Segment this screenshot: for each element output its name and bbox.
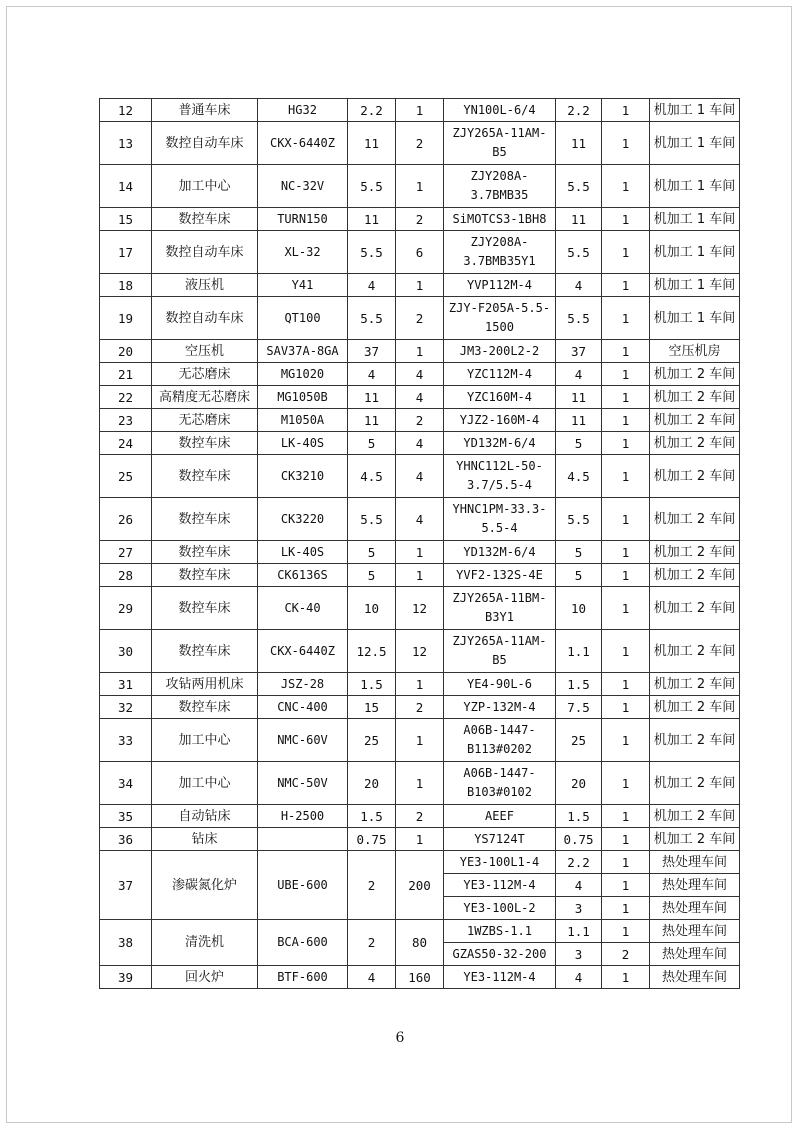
row-number: 22 <box>100 386 152 409</box>
equipment-quantity: 2 <box>396 696 444 719</box>
equipment-name: 清洗机 <box>152 920 258 966</box>
equipment-power: 2 <box>348 851 396 920</box>
motor-quantity: 1 <box>602 630 650 673</box>
equipment-power: 0.75 <box>348 828 396 851</box>
table-row <box>100 587 740 630</box>
page-number: 6 <box>395 1030 405 1046</box>
motor-power: 2.2 <box>556 851 602 874</box>
motor-power: 1.1 <box>556 630 602 673</box>
equipment-name: 攻钻两用机床 <box>152 673 258 696</box>
motor-power: 1.5 <box>556 805 602 828</box>
motor-power: 2.2 <box>556 99 602 122</box>
equipment-quantity: 1 <box>396 564 444 587</box>
motor-model: YE3-100L-2 <box>444 897 556 920</box>
equipment-model: Y41 <box>258 274 348 297</box>
table-row <box>100 297 740 340</box>
motor-model: YE4-90L-6 <box>444 673 556 696</box>
motor-model: YVP112M-4 <box>444 274 556 297</box>
motor-model: 1WZBS-1.1 <box>444 920 556 943</box>
motor-quantity: 1 <box>602 966 650 989</box>
equipment-power: 10 <box>348 587 396 630</box>
motor-power: 4 <box>556 966 602 989</box>
equipment-power: 5.5 <box>348 297 396 340</box>
equipment-quantity: 1 <box>396 828 444 851</box>
equipment-model: SAV37A-8GA <box>258 340 348 363</box>
location: 机加工 2 车间 <box>650 673 740 696</box>
location: 机加工 2 车间 <box>650 409 740 432</box>
equipment-quantity: 160 <box>396 966 444 989</box>
equipment-power: 11 <box>348 122 396 165</box>
motor-quantity: 1 <box>602 805 650 828</box>
equipment-name: 数控车床 <box>152 432 258 455</box>
equipment-quantity: 4 <box>396 498 444 541</box>
equipment-name: 普通车床 <box>152 99 258 122</box>
equipment-power: 37 <box>348 340 396 363</box>
motor-power: 10 <box>556 587 602 630</box>
location: 机加工 1 车间 <box>650 122 740 165</box>
equipment-quantity: 200 <box>396 851 444 920</box>
equipment-model: NC-32V <box>258 165 348 208</box>
equipment-model: JSZ-28 <box>258 673 348 696</box>
location: 热处理车间 <box>650 897 740 920</box>
table-row <box>100 165 740 208</box>
table-row <box>100 673 740 696</box>
equipment-model: NMC-50V <box>258 762 348 805</box>
row-number: 32 <box>100 696 152 719</box>
row-number: 17 <box>100 231 152 274</box>
table-row <box>100 363 740 386</box>
row-number: 30 <box>100 630 152 673</box>
equipment-quantity: 2 <box>396 122 444 165</box>
table-row <box>100 498 740 541</box>
location: 机加工 2 车间 <box>650 630 740 673</box>
table-row <box>100 455 740 498</box>
row-number: 25 <box>100 455 152 498</box>
motor-model: SiMOTCS3-1BH8 <box>444 208 556 231</box>
motor-quantity: 1 <box>602 696 650 719</box>
motor-quantity: 1 <box>602 122 650 165</box>
table-row <box>100 966 740 989</box>
equipment-model: CK6136S <box>258 564 348 587</box>
motor-power: 5.5 <box>556 297 602 340</box>
equipment-model: BCA-600 <box>258 920 348 966</box>
row-number: 38 <box>100 920 152 966</box>
equipment-model: MG1050B <box>258 386 348 409</box>
equipment-power: 4 <box>348 363 396 386</box>
equipment-model: H-2500 <box>258 805 348 828</box>
equipment-model: LK-40S <box>258 432 348 455</box>
motor-model: YN100L-6/4 <box>444 99 556 122</box>
motor-quantity: 1 <box>602 762 650 805</box>
row-number: 27 <box>100 541 152 564</box>
motor-quantity: 1 <box>602 897 650 920</box>
location: 机加工 2 车间 <box>650 719 740 762</box>
equipment-quantity: 1 <box>396 719 444 762</box>
motor-model: YVF2-132S-4E <box>444 564 556 587</box>
motor-power: 0.75 <box>556 828 602 851</box>
equipment-name: 数控车床 <box>152 208 258 231</box>
motor-quantity: 1 <box>602 340 650 363</box>
motor-model: YD132M-6/4 <box>444 541 556 564</box>
row-number: 28 <box>100 564 152 587</box>
motor-model: YZP-132M-4 <box>444 696 556 719</box>
equipment-name: 数控车床 <box>152 498 258 541</box>
motor-model: YZC160M-4 <box>444 386 556 409</box>
motor-quantity: 1 <box>602 409 650 432</box>
motor-quantity: 1 <box>602 455 650 498</box>
location: 机加工 2 车间 <box>650 805 740 828</box>
equipment-model: M1050A <box>258 409 348 432</box>
motor-model: GZAS50-32-200 <box>444 943 556 966</box>
equipment-power: 11 <box>348 409 396 432</box>
motor-model: YE3-112M-4 <box>444 874 556 897</box>
equipment-quantity: 4 <box>396 363 444 386</box>
equipment-power: 11 <box>348 386 396 409</box>
equipment-name: 渗碳氮化炉 <box>152 851 258 920</box>
motor-model: YHNC1PM-33.3-5.5-4 <box>444 498 556 541</box>
table-row <box>100 340 740 363</box>
equipment-name: 回火炉 <box>152 966 258 989</box>
equipment-quantity: 1 <box>396 673 444 696</box>
equipment-name: 数控车床 <box>152 630 258 673</box>
row-number: 31 <box>100 673 152 696</box>
row-number: 20 <box>100 340 152 363</box>
equipment-name: 高精度无芯磨床 <box>152 386 258 409</box>
row-number: 33 <box>100 719 152 762</box>
location: 机加工 2 车间 <box>650 762 740 805</box>
equipment-power: 5 <box>348 564 396 587</box>
motor-power: 4 <box>556 363 602 386</box>
motor-quantity: 1 <box>602 920 650 943</box>
row-number: 39 <box>100 966 152 989</box>
equipment-model: UBE-600 <box>258 851 348 920</box>
motor-model: YD132M-6/4 <box>444 432 556 455</box>
row-number: 15 <box>100 208 152 231</box>
table-row <box>100 208 740 231</box>
equipment-model: HG32 <box>258 99 348 122</box>
motor-model: ZJY265A-11AM-B5 <box>444 122 556 165</box>
equipment-model: CKX-6440Z <box>258 122 348 165</box>
equipment-model: CK3220 <box>258 498 348 541</box>
row-number: 21 <box>100 363 152 386</box>
row-number: 24 <box>100 432 152 455</box>
motor-power: 7.5 <box>556 696 602 719</box>
table-row <box>100 541 740 564</box>
location: 机加工 2 车间 <box>650 363 740 386</box>
equipment-name: 加工中心 <box>152 762 258 805</box>
motor-power: 4 <box>556 874 602 897</box>
equipment-name: 自动钻床 <box>152 805 258 828</box>
motor-quantity: 1 <box>602 165 650 208</box>
motor-power: 3 <box>556 943 602 966</box>
table-row <box>100 920 740 943</box>
motor-model: YZC112M-4 <box>444 363 556 386</box>
equipment-power: 20 <box>348 762 396 805</box>
row-number: 23 <box>100 409 152 432</box>
equipment-power: 4 <box>348 966 396 989</box>
motor-quantity: 1 <box>602 564 650 587</box>
location: 机加工 1 车间 <box>650 274 740 297</box>
location: 机加工 2 车间 <box>650 455 740 498</box>
equipment-power: 5 <box>348 541 396 564</box>
motor-quantity: 1 <box>602 297 650 340</box>
equipment-quantity: 2 <box>396 297 444 340</box>
equipment-name: 数控车床 <box>152 541 258 564</box>
equipment-model: BTF-600 <box>258 966 348 989</box>
motor-power: 11 <box>556 208 602 231</box>
equipment-name: 加工中心 <box>152 165 258 208</box>
motor-power: 11 <box>556 386 602 409</box>
equipment-model: TURN150 <box>258 208 348 231</box>
motor-quantity: 1 <box>602 541 650 564</box>
equipment-model: XL-32 <box>258 231 348 274</box>
motor-quantity: 1 <box>602 99 650 122</box>
motor-model: YE3-100L1-4 <box>444 851 556 874</box>
equipment-power: 4 <box>348 274 396 297</box>
location: 机加工 2 车间 <box>650 498 740 541</box>
equipment-name: 无芯磨床 <box>152 363 258 386</box>
motor-model: ZJY208A-3.7BMB35 <box>444 165 556 208</box>
table-row <box>100 630 740 673</box>
motor-quantity: 1 <box>602 719 650 762</box>
row-number: 26 <box>100 498 152 541</box>
location: 机加工 2 车间 <box>650 386 740 409</box>
equipment-quantity: 4 <box>396 432 444 455</box>
equipment-name: 数控自动车床 <box>152 297 258 340</box>
equipment-name: 无芯磨床 <box>152 409 258 432</box>
motor-model: YHNC112L-50-3.7/5.5-4 <box>444 455 556 498</box>
motor-model: ZJY265A-11AM-B5 <box>444 630 556 673</box>
equipment-name: 数控车床 <box>152 455 258 498</box>
location: 机加工 2 车间 <box>650 828 740 851</box>
row-number: 12 <box>100 99 152 122</box>
equipment-table <box>99 98 740 989</box>
equipment-quantity: 1 <box>396 274 444 297</box>
table-row <box>100 274 740 297</box>
equipment-quantity: 6 <box>396 231 444 274</box>
equipment-name: 数控车床 <box>152 696 258 719</box>
table-row <box>100 432 740 455</box>
motor-model: YJZ2-160M-4 <box>444 409 556 432</box>
location: 机加工 2 车间 <box>650 564 740 587</box>
table-row <box>100 762 740 805</box>
equipment-quantity: 1 <box>396 165 444 208</box>
motor-power: 3 <box>556 897 602 920</box>
location: 热处理车间 <box>650 966 740 989</box>
equipment-name: 数控自动车床 <box>152 122 258 165</box>
equipment-name: 钻床 <box>152 828 258 851</box>
location: 热处理车间 <box>650 851 740 874</box>
equipment-model: LK-40S <box>258 541 348 564</box>
motor-quantity: 1 <box>602 208 650 231</box>
location: 热处理车间 <box>650 943 740 966</box>
motor-model: ZJY-F205A-5.5-1500 <box>444 297 556 340</box>
row-number: 18 <box>100 274 152 297</box>
motor-model: ZJY208A-3.7BMB35Y1 <box>444 231 556 274</box>
equipment-power: 25 <box>348 719 396 762</box>
motor-quantity: 1 <box>602 432 650 455</box>
motor-model: AEEF <box>444 805 556 828</box>
equipment-name: 液压机 <box>152 274 258 297</box>
location: 热处理车间 <box>650 920 740 943</box>
motor-quantity: 2 <box>602 943 650 966</box>
motor-quantity: 1 <box>602 386 650 409</box>
row-number: 29 <box>100 587 152 630</box>
location: 机加工 1 车间 <box>650 165 740 208</box>
location: 机加工 2 车间 <box>650 432 740 455</box>
table-row <box>100 231 740 274</box>
motor-power: 5.5 <box>556 498 602 541</box>
equipment-name: 数控车床 <box>152 587 258 630</box>
motor-power: 5.5 <box>556 165 602 208</box>
equipment-model: CK-40 <box>258 587 348 630</box>
location: 机加工 2 车间 <box>650 587 740 630</box>
equipment-power: 11 <box>348 208 396 231</box>
motor-model: JM3-200L2-2 <box>444 340 556 363</box>
location: 空压机房 <box>650 340 740 363</box>
table-row <box>100 851 740 874</box>
equipment-power: 4.5 <box>348 455 396 498</box>
equipment-model <box>258 828 348 851</box>
location: 机加工 1 车间 <box>650 231 740 274</box>
equipment-name: 空压机 <box>152 340 258 363</box>
motor-quantity: 1 <box>602 851 650 874</box>
motor-power: 11 <box>556 409 602 432</box>
table-row <box>100 719 740 762</box>
equipment-power: 5.5 <box>348 498 396 541</box>
motor-power: 5.5 <box>556 231 602 274</box>
row-number: 19 <box>100 297 152 340</box>
table-row <box>100 828 740 851</box>
equipment-model: CK3210 <box>258 455 348 498</box>
equipment-quantity: 2 <box>396 208 444 231</box>
motor-power: 20 <box>556 762 602 805</box>
equipment-quantity: 1 <box>396 541 444 564</box>
location: 机加工 2 车间 <box>650 541 740 564</box>
equipment-name: 数控车床 <box>152 564 258 587</box>
motor-model: YS7124T <box>444 828 556 851</box>
equipment-power: 2.2 <box>348 99 396 122</box>
equipment-power: 1.5 <box>348 673 396 696</box>
equipment-name: 加工中心 <box>152 719 258 762</box>
equipment-model: NMC-60V <box>258 719 348 762</box>
motor-model: ZJY265A-11BM-B3Y1 <box>444 587 556 630</box>
equipment-quantity: 1 <box>396 340 444 363</box>
row-number: 35 <box>100 805 152 828</box>
equipment-quantity: 12 <box>396 587 444 630</box>
motor-quantity: 1 <box>602 231 650 274</box>
motor-model: A06B-1447-B113#0202 <box>444 719 556 762</box>
motor-power: 5 <box>556 564 602 587</box>
motor-quantity: 1 <box>602 587 650 630</box>
table-row <box>100 805 740 828</box>
equipment-quantity: 4 <box>396 386 444 409</box>
motor-power: 5 <box>556 432 602 455</box>
equipment-quantity: 2 <box>396 805 444 828</box>
equipment-power: 12.5 <box>348 630 396 673</box>
equipment-quantity: 4 <box>396 455 444 498</box>
table-row <box>100 99 740 122</box>
row-number: 37 <box>100 851 152 920</box>
motor-quantity: 1 <box>602 274 650 297</box>
equipment-model: CNC-400 <box>258 696 348 719</box>
equipment-quantity: 80 <box>396 920 444 966</box>
equipment-power: 5 <box>348 432 396 455</box>
equipment-power: 2 <box>348 920 396 966</box>
location: 机加工 1 车间 <box>650 99 740 122</box>
row-number: 13 <box>100 122 152 165</box>
location: 机加工 1 车间 <box>650 297 740 340</box>
equipment-name: 数控自动车床 <box>152 231 258 274</box>
table-row <box>100 386 740 409</box>
motor-quantity: 1 <box>602 874 650 897</box>
equipment-power: 15 <box>348 696 396 719</box>
equipment-model: CKX-6440Z <box>258 630 348 673</box>
row-number: 14 <box>100 165 152 208</box>
motor-quantity: 1 <box>602 673 650 696</box>
equipment-quantity: 1 <box>396 99 444 122</box>
motor-power: 4 <box>556 274 602 297</box>
row-number: 36 <box>100 828 152 851</box>
location: 机加工 1 车间 <box>650 208 740 231</box>
motor-power: 25 <box>556 719 602 762</box>
motor-power: 5 <box>556 541 602 564</box>
equipment-model: QT100 <box>258 297 348 340</box>
row-number: 34 <box>100 762 152 805</box>
motor-power: 1.5 <box>556 673 602 696</box>
equipment-power: 5.5 <box>348 231 396 274</box>
equipment-quantity: 2 <box>396 409 444 432</box>
motor-power: 11 <box>556 122 602 165</box>
motor-power: 4.5 <box>556 455 602 498</box>
motor-quantity: 1 <box>602 363 650 386</box>
equipment-quantity: 12 <box>396 630 444 673</box>
motor-model: YE3-112M-4 <box>444 966 556 989</box>
table-row <box>100 122 740 165</box>
motor-quantity: 1 <box>602 498 650 541</box>
equipment-model: MG1020 <box>258 363 348 386</box>
motor-power: 1.1 <box>556 920 602 943</box>
equipment-power: 5.5 <box>348 165 396 208</box>
table-row <box>100 409 740 432</box>
equipment-quantity: 1 <box>396 762 444 805</box>
motor-model: A06B-1447-B103#0102 <box>444 762 556 805</box>
location: 机加工 2 车间 <box>650 696 740 719</box>
table-row <box>100 564 740 587</box>
table-row <box>100 696 740 719</box>
location: 热处理车间 <box>650 874 740 897</box>
motor-quantity: 1 <box>602 828 650 851</box>
motor-power: 37 <box>556 340 602 363</box>
equipment-power: 1.5 <box>348 805 396 828</box>
